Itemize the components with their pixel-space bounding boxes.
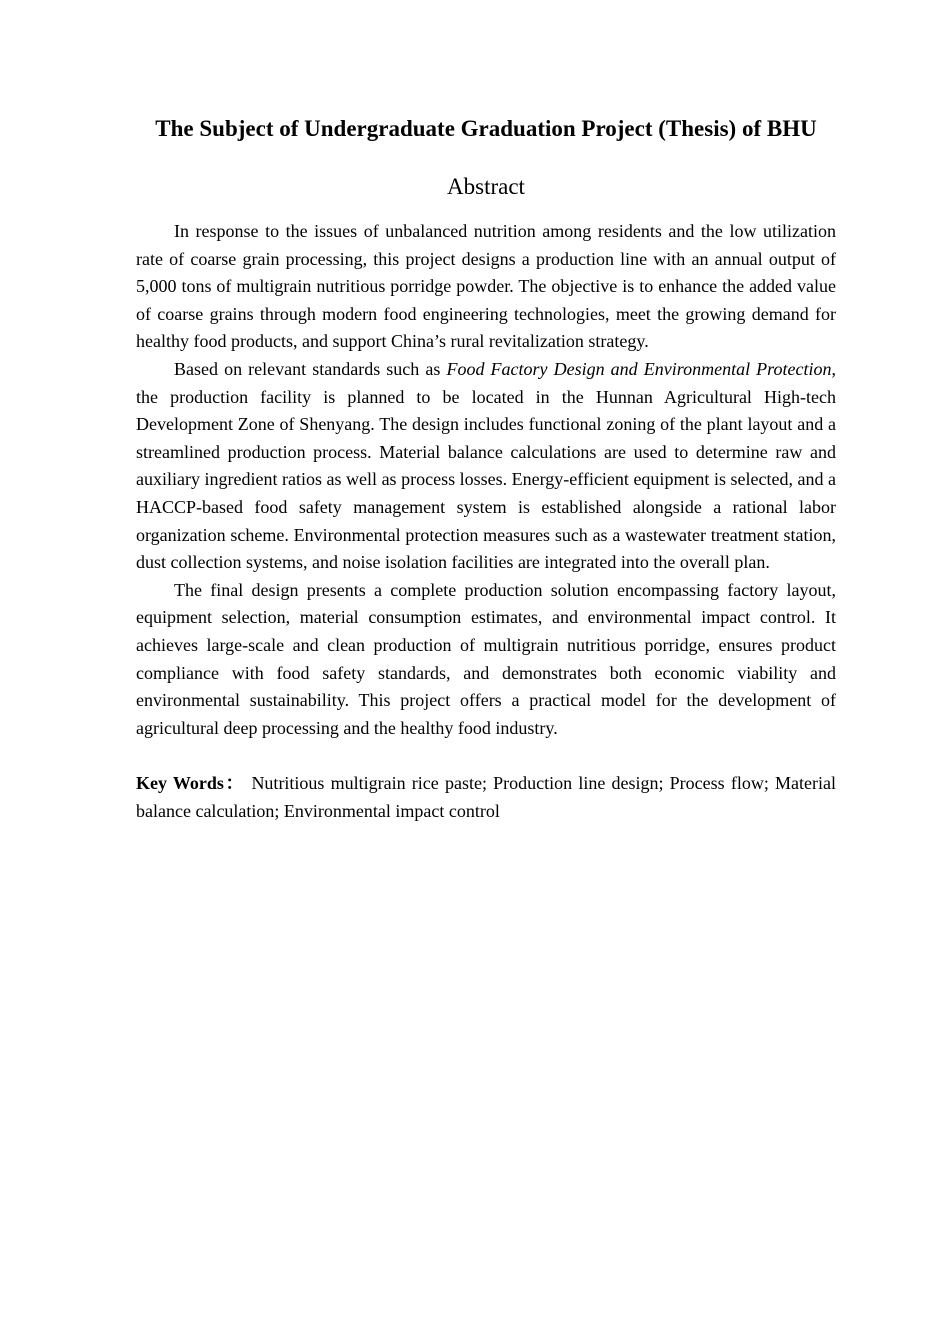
keywords-text: Nutritious multigrain rice paste; Production line design; Process flow; Material balance calculation; Environmental impact control xyxy=(136,773,837,821)
paragraph-2-prefix: Based on relevant standards such as xyxy=(174,358,447,379)
document-page xyxy=(136,112,836,825)
abstract-heading: Abstract xyxy=(447,174,525,199)
keywords-section xyxy=(136,770,836,825)
abstract-paragraph-2 xyxy=(136,356,836,577)
thesis-title: The Subject of Undergraduate Graduation Project (Thesis) of BHU xyxy=(155,116,817,141)
paragraph-2-suffix: , the production facility is planned to be located in the Hunnan Agricultural High-tech Development Zone of Shenyang. The design includes functional zoning of the plant layout and a streamlined production process. Material balance calculations are used to determine raw and auxiliary ingredient ratios as well as process losses. Energy-efficient equipment is selected, and a HACCP-based food safety management system is established alongside a rational labor organization scheme. Environmental protection measures such as a wastewater treatment station, dust collection systems, and noise isolation facilities are integrated into the overall plan. xyxy=(136,358,836,573)
keywords-label: Key Words： xyxy=(136,773,246,794)
standard-title-italic: Food Factory Design and Environmental Protection xyxy=(446,358,832,379)
abstract-paragraph-3: The final design presents a complete production solution encompassing factory layout, equipment selection, material consumption estimates, and environmental impact control. It achieves large-scale and clean production of multigrain nutritious porridge, ensures product compliance with food safety standards, and demonstrates both economic viability and environmental sustainability. This project offers a practical model for the development of agricultural deep processing and the healthy food industry. xyxy=(136,579,836,738)
abstract-paragraph-1: In response to the issues of unbalanced nutrition among residents and the low utilization rate of coarse grain processing, this project designs a production line with an annual output of 5,000 tons of multigrain nutritious porridge powder. The objective is to enhance the added value of coarse grains through modern food engineering technologies, meet the growing demand for healthy food products, and support China’s rural revitalization strategy. xyxy=(136,221,836,352)
